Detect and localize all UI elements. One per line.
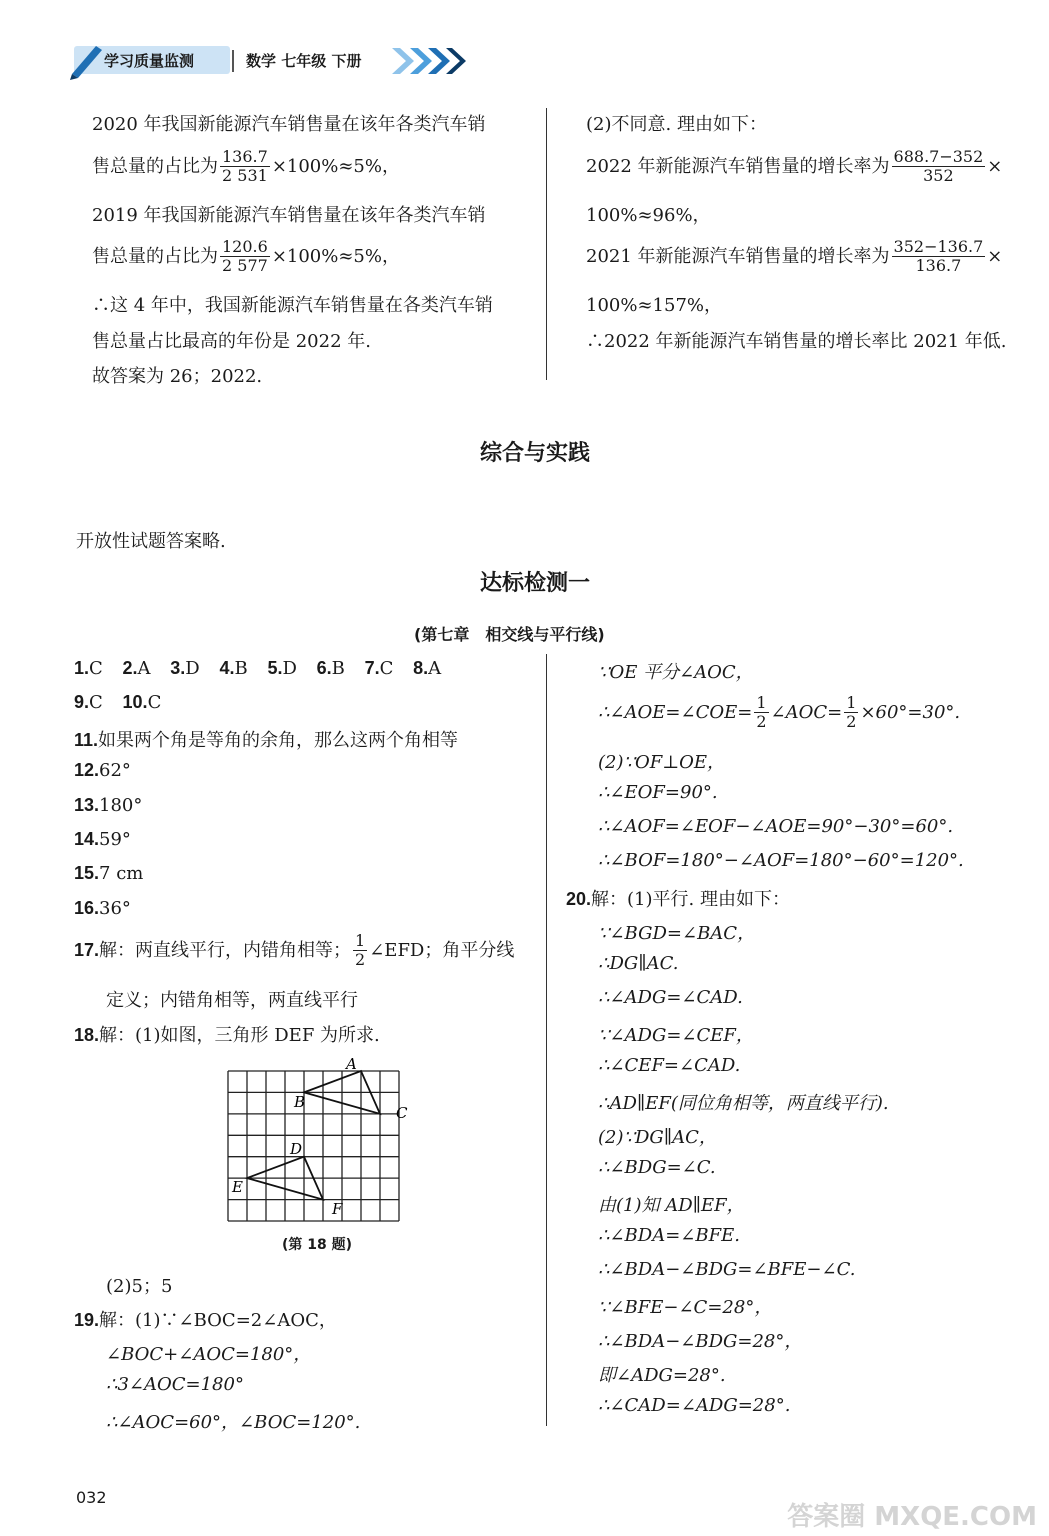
answer-20-line-10: 由(1)知 AD∥EF，	[598, 1195, 745, 1216]
grid-lines	[228, 1071, 399, 1221]
answer-17	[74, 932, 514, 970]
q-num: 5.	[267, 658, 283, 678]
answer-18-part2: (2)5；5	[106, 1276, 173, 1297]
label-e: E	[232, 1178, 243, 1196]
frac-den: 2 531	[222, 166, 268, 186]
top-left-line-4	[92, 238, 400, 276]
q-num: 12.	[74, 760, 100, 780]
column-divider-bottom	[546, 654, 547, 1426]
q-num: 3.	[170, 658, 186, 678]
answer-11	[74, 726, 458, 752]
frac-den: 2	[355, 950, 366, 970]
q-ans: 62°	[99, 760, 131, 781]
top-right-line-3: 100%≈96%，	[586, 205, 711, 226]
right-line-2	[598, 694, 960, 732]
q-num: 15.	[74, 863, 100, 883]
answer-20-line-4: ∴∠ADG=∠CAD.	[598, 987, 743, 1008]
frac-num: 1	[355, 931, 366, 950]
q-ans: A	[137, 658, 151, 679]
answer-20-line-6: ∴∠CEF=∠CAD.	[598, 1055, 741, 1076]
q-ans: 180°	[99, 795, 143, 816]
mc-answers-row-1	[74, 658, 441, 679]
q-num: 18.	[74, 1025, 100, 1045]
q-num: 13.	[74, 795, 100, 815]
q-ans: 如果两个角是等角的余角，那么这两个角相等	[98, 730, 459, 751]
q-num: 8.	[413, 658, 429, 678]
q-num: 10.	[122, 692, 148, 712]
text: ×	[987, 155, 1003, 177]
answer-15	[74, 863, 143, 884]
label-f: F	[332, 1200, 343, 1218]
q-ans: 解：(1)∵∠BOC=2∠AOC，	[99, 1310, 337, 1331]
answer-20	[566, 885, 790, 911]
q-ans: D	[185, 658, 200, 679]
text: ∴∠AOE=∠COE=	[598, 701, 753, 723]
text: 2021 年新能源汽车销售量的增长率为	[586, 245, 890, 267]
frac-den: 2	[846, 712, 857, 732]
answer-17-cont: 定义；内错角相等，两直线平行	[106, 990, 358, 1011]
watermark: 答案圈 MXQE.COM	[787, 1502, 1037, 1532]
column-divider-top	[546, 108, 547, 380]
q-num: 19.	[74, 1310, 100, 1330]
section-title-test1: 达标检测一	[480, 571, 591, 596]
answer-19	[74, 1306, 337, 1332]
q-ans: B	[234, 658, 248, 679]
q-num: 11.	[74, 730, 99, 750]
frac-num: 688.7−352	[893, 147, 984, 166]
frac-den: 136.7	[915, 256, 962, 276]
fraction-half-1	[754, 694, 768, 732]
fraction-half	[353, 932, 367, 970]
q-ans: 解：(1)平行. 理由如下：	[591, 889, 790, 910]
q-ans: C	[147, 692, 162, 713]
answer-20-line-8: (2)∵DG∥AC，	[598, 1127, 717, 1148]
text: 售总量的占比为	[92, 245, 218, 267]
top-right-line-6: ∴2022 年新能源汽车销售量的增长率比 2021 年低.	[586, 331, 1007, 352]
q-num: 17.	[74, 939, 100, 960]
answer-20-line-2: ∵∠BGD=∠BAC，	[598, 923, 756, 944]
answer-20-line-14: ∴∠BDA−∠BDG=28°，	[598, 1331, 803, 1352]
q-ans: A	[428, 658, 442, 679]
text: ×	[987, 245, 1003, 267]
q-num: 1.	[74, 658, 90, 678]
pen-icon	[66, 40, 106, 80]
right-line-3: (2)∵OF⊥OE，	[598, 752, 726, 773]
q-ans: 59°	[99, 829, 131, 850]
q-num: 2.	[122, 658, 138, 678]
answer-20-line-9: ∴∠BDG=∠C.	[598, 1157, 716, 1178]
text: ×100%≈5%，	[271, 155, 400, 177]
q-ans: 7 cm	[99, 863, 144, 884]
header-divider	[232, 50, 234, 72]
answer-20-line-7: ∴AD∥EF(同位角相等，两直线平行).	[598, 1093, 889, 1114]
frac-num: 136.7	[222, 147, 268, 166]
frac-num: 1	[756, 693, 767, 712]
answer-19-line-3: ∴3∠AOC=180°	[106, 1374, 244, 1395]
fraction-2020	[220, 148, 270, 186]
frac-den: 2 577	[222, 256, 268, 276]
top-right-line-5: 100%≈157%，	[586, 295, 723, 316]
answer-14	[74, 829, 131, 850]
answer-20-line-3: ∴DG∥AC.	[598, 953, 679, 974]
page-number: 032	[76, 1488, 107, 1507]
q-num: 16.	[74, 898, 100, 918]
q-num: 4.	[219, 658, 235, 678]
q-num: 20.	[566, 889, 592, 909]
label-d: D	[290, 1140, 303, 1158]
q-ans: 36°	[99, 898, 131, 919]
q-ans: D	[282, 658, 297, 679]
q-num: 6.	[316, 658, 332, 678]
mc-answers-row-2	[74, 692, 161, 713]
header-subtitle: 数学 七年级 下册	[246, 52, 362, 70]
q-ans: B	[331, 658, 345, 679]
label-c: C	[396, 1104, 408, 1122]
q-num: 9.	[74, 692, 90, 712]
text: 售总量的占比为	[92, 155, 218, 177]
answer-19-line-2: ∠BOC+∠AOC=180°，	[106, 1344, 312, 1365]
q-ans: ∠EFD；角平分线	[369, 939, 515, 961]
frac-num: 352−136.7	[893, 237, 984, 256]
label-a: A	[346, 1055, 357, 1073]
figure-caption: (第 18 题)	[282, 1237, 353, 1253]
top-right-line-4	[586, 238, 1002, 276]
answer-20-line-16: ∴∠CAD=∠ADG=28°.	[598, 1395, 791, 1416]
top-right-line-1: (2)不同意. 理由如下：	[586, 114, 767, 135]
answer-12	[74, 760, 131, 781]
answer-20-line-13: ∵∠BFE−∠C=28°，	[598, 1297, 773, 1318]
fraction-2021	[892, 238, 986, 276]
top-left-line-3: 2019 年我国新能源汽车销售量在该年各类汽车销	[92, 205, 486, 226]
top-left-line-7: 故答案为 26；2022.	[92, 366, 263, 387]
top-right-line-2	[586, 148, 1002, 186]
right-line-6: ∴∠BOF=180°−∠AOF=180°−60°=120°.	[598, 850, 964, 871]
q-ans: C	[89, 658, 103, 679]
top-left-line-5: ∴这 4 年中，我国新能源汽车销售量在各类汽车销	[92, 295, 493, 316]
text: ×60°=30°.	[860, 701, 961, 723]
text: ×100%≈5%，	[271, 245, 400, 267]
section-title-practice: 综合与实践	[480, 441, 591, 466]
answer-18	[74, 1021, 380, 1047]
answer-20-line-11: ∴∠BDA=∠BFE.	[598, 1225, 740, 1246]
fraction-2022	[892, 148, 986, 186]
top-left-line-2	[92, 148, 400, 186]
frac-num: 1	[846, 693, 857, 712]
q-ans: 解：(1)如图，三角形 DEF 为所求.	[99, 1025, 380, 1046]
answer-13	[74, 795, 142, 816]
right-line-5: ∴∠AOF=∠EOF−∠AOE=90°−30°=60°.	[598, 816, 954, 837]
q-ans: C	[89, 692, 103, 713]
frac-num: 120.6	[222, 237, 268, 256]
label-b: B	[294, 1093, 306, 1111]
answer-20-line-15: 即∠ADG=28°.	[598, 1365, 726, 1386]
text: ∠AOC=	[770, 701, 843, 723]
answer-20-line-12: ∴∠BDA−∠BDG=∠BFE−∠C.	[598, 1259, 856, 1280]
right-line-4: ∴∠EOF=90°.	[598, 782, 718, 803]
right-line-1: ∵OE 平分∠AOC，	[598, 662, 754, 683]
answer-20-line-5: ∵∠ADG=∠CEF，	[598, 1025, 754, 1046]
header-brand: 学习质量监测	[104, 52, 195, 70]
fraction-half-2	[844, 694, 858, 732]
section-practice-body: 开放性试题答案略.	[76, 531, 226, 552]
top-left-line-1: 2020 年我国新能源汽车销售量在该年各类汽车销	[92, 114, 486, 135]
answer-19-line-4: ∴∠AOC=60°，∠BOC=120°.	[106, 1412, 361, 1433]
fraction-2019	[220, 238, 270, 276]
frac-den: 352	[923, 166, 954, 186]
frac-den: 2	[756, 712, 767, 732]
q-ans: 解：两直线平行，内错角相等；	[99, 939, 352, 961]
q-num: 7.	[364, 658, 380, 678]
grid-figure	[220, 1054, 420, 1226]
top-left-line-6: 售总量占比最高的年份是 2022 年.	[92, 331, 371, 352]
q-ans: C	[379, 658, 394, 679]
chevrons-icon	[392, 46, 472, 76]
text: 2022 年新能源汽车销售量的增长率为	[586, 155, 890, 177]
answer-16	[74, 898, 131, 919]
q-num: 14.	[74, 829, 100, 849]
chapter-subtitle: (第七章 相交线与平行线)	[414, 625, 605, 644]
